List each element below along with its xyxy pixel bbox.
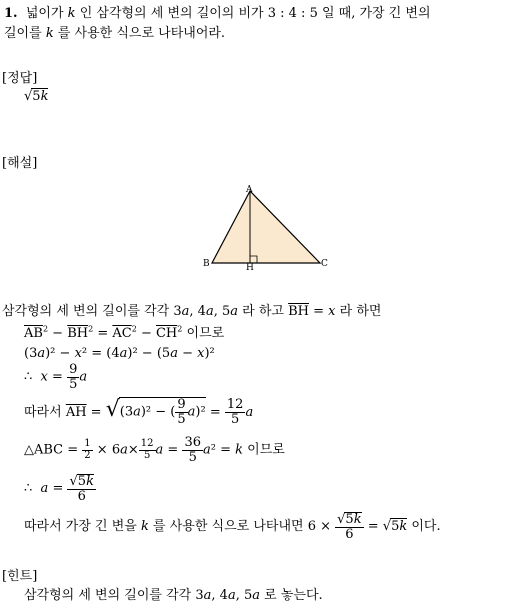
problem-text-1: 넓이가 k 인 삼각형의 세 변의 길이의 비가 3 : 4 : 5 일 때, 가장 긴 변의: [21, 6, 431, 21]
label-c: C: [321, 259, 328, 269]
explanation-step-4: 따라서 $\overline{AH} = √(3a)^2$ − ( $\frac{9}{5}$ a)² = $\frac{12}{5}$ a: [24, 397, 254, 427]
label-a: A: [246, 185, 253, 195]
explanation-step-2: (3a)² − x² = (4a)² − (5a − x)²: [24, 346, 215, 361]
explanation-step-7: 따라서 가장 긴 변을 k 를 사용한 식으로 나타내면 6 × $\frac{√5k}{6}$ = √5k 이다.: [24, 512, 441, 542]
answer-heading: [정답]: [2, 71, 38, 86]
problem-line-2: 길이를 k 를 사용한 식으로 나타내어라.: [4, 26, 226, 41]
triangle-figure: [200, 185, 335, 270]
label-h: H: [246, 263, 254, 270]
hint-text: 삼각형의 세 변의 길이를 각각 3a, 4a, 5a 로 놓는다.: [24, 588, 323, 603]
hint-heading: [힌트]: [2, 569, 38, 584]
problem-number: 1.: [4, 6, 18, 21]
explanation-step-3: ∴ x = $\frac{9}{5}$ a: [24, 362, 88, 392]
explanation-step-1: $\overline{AB}^2 - \overline{BH}^2 = \overline{AC}^2 - \overline{CH}^2$ 이므로: [24, 324, 225, 341]
explanation-step-6: ∴ a = $\frac{√5k}{6}$: [24, 474, 94, 504]
explanation-intro: 삼각형의 세 변의 길이를 각각 3a, 4a, 5a 라 하고 $\overline{BH} = x$ 라 하면: [2, 304, 382, 319]
problem-line-1: [4, 2, 431, 21]
explanation-step-5: △ABC = $\frac{1}{2}$ × 6a× $\frac{12}{5}$ a = $\frac{36}{5}$ a² = k 이므로: [24, 435, 285, 465]
answer-value: √5k: [24, 89, 49, 104]
label-b: B: [203, 259, 210, 269]
explanation-heading: [해설]: [2, 156, 38, 171]
triangle-shape: [212, 191, 320, 263]
